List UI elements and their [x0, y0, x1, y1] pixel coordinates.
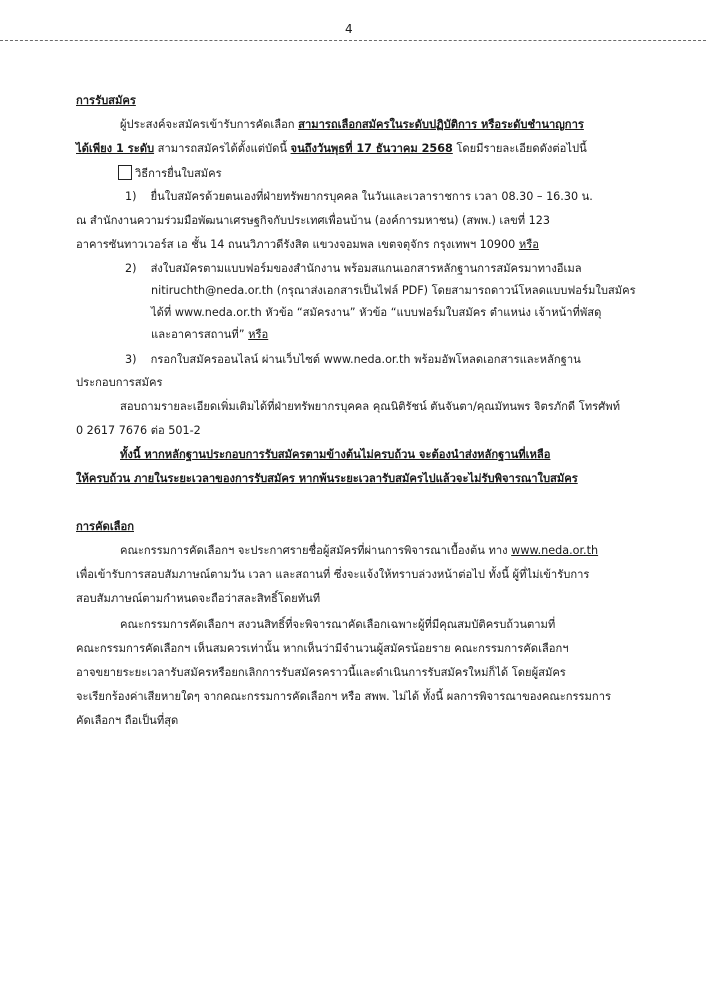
select-paragraph-line: สอบสัมภาษณ์ตามกำหนดจะถือว่าสละสิทธิ์โดยทันที: [76, 592, 321, 605]
item-number: 2): [125, 262, 137, 275]
notice-line: ทั้งนี้ หากหลักฐานประกอบการรับสมัครตามข้างต้นไม่ครบถ้วน จะต้องนำส่งหลักฐานที่เหลือ: [120, 448, 551, 461]
section-heading-apply: การรับสมัคร: [76, 94, 136, 107]
method-item-2-line: nitiruchth@neda.or.th (กรุณาส่งเอกสารเป็นไฟล์ PDF) โดยสามารถดาวน์โหลดแบบฟอร์มใบสมัคร: [151, 284, 636, 297]
section-heading-select: การคัดเลือก: [76, 520, 134, 533]
method-title-row: [118, 165, 222, 182]
item-number: 1): [125, 190, 137, 203]
method-item-1: [125, 189, 593, 205]
item-text: ส่งใบสมัครตามแบบฟอร์มของสำนักงาน พร้อมสแกนเอกสารหลักฐานการสมัครมาทางอีเมล: [150, 262, 582, 275]
select-paragraph-line: เพื่อเข้ารับการสอบสัมภาษณ์ตามวัน เวลา และสถานที่ ซึ่งจะแจ้งให้ทราบล่วงหน้าต่อไป ทั้งนี้ ผู้ที่ไม่เข้ารับการ: [76, 568, 590, 581]
apply-intro-text: ผู้ประสงค์จะสมัครเข้ารับการคัดเลือก: [120, 118, 299, 131]
apply-level-emphasis: สามารถเลือกสมัครในระดับปฏิบัติการ หรือระดับชำนาญการ: [298, 118, 584, 131]
method-item-3: [125, 352, 581, 368]
website-link[interactable]: www.neda.or.th: [511, 544, 599, 557]
header-divider: [0, 40, 706, 41]
select-paragraph-line: อาจขยายระยะเวลารับสมัครหรือยกเลิกการรับสมัครคราวนี้และดำเนินการรับสมัครใหม่ก็ได้ โดยผู้สมัคร: [76, 666, 566, 679]
apply-paragraph-line: [120, 117, 584, 133]
select-paragraph-line: จะเรียกร้องค่าเสียหายใดๆ จากคณะกรรมการคัดเลือกฯ หรือ สพพ. ไม่ได้ ทั้งนี้ ผลการพิจารณาของคณะกรรมการ: [76, 690, 611, 703]
apply-details-text: โดยมีรายละเอียดดังต่อไปนี้: [452, 142, 587, 155]
select-paragraph-line: คัดเลือกฯ ถือเป็นที่สุด: [76, 714, 179, 727]
apply-period-text: สามารถสมัครได้ตั้งแต่บัดนี้: [154, 142, 291, 155]
select-paragraph-line: [120, 543, 598, 559]
method-item-2: [125, 261, 582, 277]
checkbox-icon: [118, 165, 132, 180]
item-text: กรอกใบสมัครออนไลน์ ผ่านเว็บไซต์ www.neda.or.th พร้อมอัพโหลดเอกสารและหลักฐาน: [150, 353, 581, 366]
method-title: วิธีการยื่นใบสมัคร: [135, 167, 222, 180]
or-label: หรือ: [518, 238, 539, 251]
item-text: ยื่นใบสมัครด้วยตนเองที่ฝ่ายทรัพยากรบุคคล ในวันและเวลาราชการ เวลา 08.30 – 16.30 น.: [150, 190, 593, 203]
contact-line: สอบถามรายละเอียดเพิ่มเติมได้ที่ฝ่ายทรัพยากรบุคคล คุณนิติรัชน์ ตันจันตา/คุณมัทนพร จิตรภักดี โทรศัพท์: [120, 400, 620, 413]
method-item-2-line: [151, 327, 268, 343]
select-paragraph-line: คณะกรรมการคัดเลือกฯ เห็นสมควรเท่านั้น หากเห็นว่ามีจำนวนผู้สมัครน้อยราย คณะกรรมการคัดเลือกฯ: [76, 642, 569, 655]
apply-one-level-emphasis: ได้เพียง 1 ระดับ: [76, 142, 155, 155]
select-paragraph-line: คณะกรรมการคัดเลือกฯ สงวนสิทธิ์ที่จะพิจารณาคัดเลือกเฉพาะผู้ที่มีคุณสมบัติครบถ้วนตามที่: [120, 618, 556, 631]
item-text: อาคารซันทาวเวอร์ส เอ ชั้น 14 ถนนวิภาวดีรังสิต แขวงจอมพล เขตจตุจักร กรุงเทพฯ 10900: [76, 238, 519, 251]
notice-line: ให้ครบถ้วน ภายในระยะเวลาของการรับสมัคร หากพ้นระยะเวลารับสมัครไปแล้วจะไม่รับพิจารณาใบสมัคร: [76, 472, 578, 485]
item-text: และอาคารสถานที่”: [151, 328, 249, 341]
or-label: หรือ: [248, 328, 269, 341]
method-item-2-line: ได้ที่ www.neda.or.th หัวข้อ “สมัครงาน” หัวข้อ “แบบฟอร์มใบสมัคร ตำแหน่ง เจ้าหน้าที่พัสดุ: [151, 306, 602, 319]
page-number: 4: [345, 22, 353, 36]
method-item-3-line: ประกอบการสมัคร: [76, 376, 163, 389]
select-text: คณะกรรมการคัดเลือกฯ จะประกาศรายชื่อผู้สมัครที่ผ่านการพิจารณาเบื้องต้น ทาง: [120, 544, 512, 557]
contact-phone: 0 2617 7676 ต่อ 501-2: [76, 424, 201, 437]
method-item-1-line: ณ สำนักงานความร่วมมือพัฒนาเศรษฐกิจกับประเทศเพื่อนบ้าน (องค์การมหาชน) (สพพ.) เลขที่ 123: [76, 214, 551, 227]
apply-paragraph-line: [76, 141, 587, 157]
item-number: 3): [125, 353, 137, 366]
method-item-1-line: [76, 237, 539, 253]
apply-deadline: จนถึงวันพุธที่ 17 ธันวาคม 2568: [290, 142, 453, 155]
